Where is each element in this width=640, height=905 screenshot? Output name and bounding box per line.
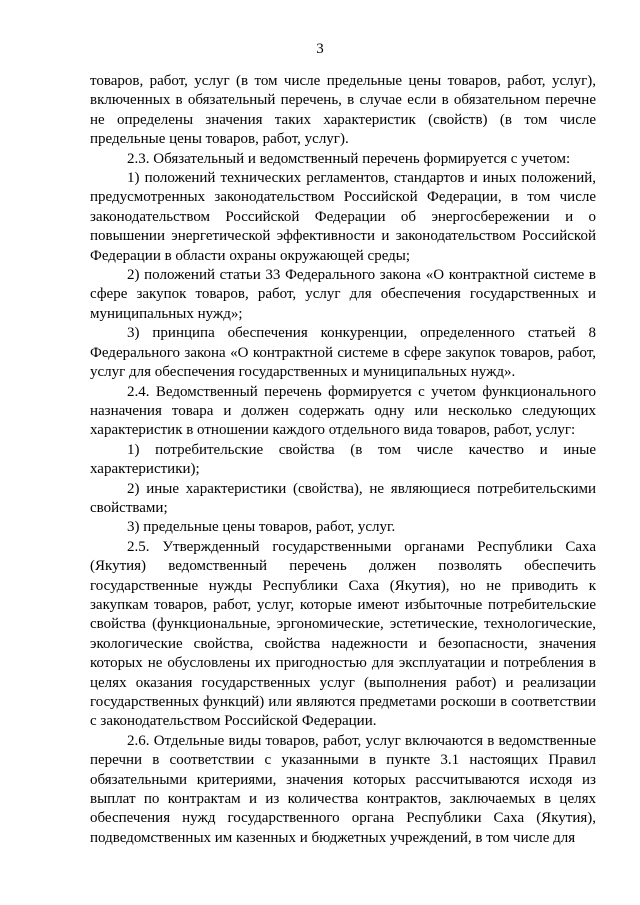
paragraph: товаров, работ, услуг (в том числе предельные цены товаров, работ, услуг), включенных в обязательный перечень, в случае если в обязательном перечне не определены значения таких характеристик (свойств) (в том числе предельные цены товаров, работ, услуг). [90,73,596,148]
paragraph: 2) иные характеристики (свойства), не являющиеся потребительскими свойствами; [90,480,596,516]
page-number: 3 [316,41,324,57]
paragraph: 1) положений технических регламентов, стандартов и иных положений, предусмотренных законодательством Российской Федерации, в том числе законодательством Российской Федерации об энергосбережении и о повышении энергетической эффективности и законодательством Российской Федерации в области охраны окружающей среды; [90,170,596,264]
paragraph: 2.6. Отдельные виды товаров, работ, услуг включаются в ведомственные перечни в соответствии с указанными в пункте 3.1 настоящих Правил обязательными критериями, значения которых рассчитываются исходя из выплат по контрактам и из количества контрактов, заключаемых в целях обеспечения нужд государственного органа Республики Саха (Якутия), подведомственных им казенных и бюджетных учреждений, в том числе для [90,732,596,846]
paragraph: 1) потребительские свойства (в том числе качество и иные характеристики); [90,441,596,478]
paragraph: 3) предельные цены товаров, работ, услуг. [127,519,396,536]
paragraph: 2.3. Обязательный и ведомственный перечень формируется с учетом: [127,150,571,167]
paragraph: 2.4. Ведомственный перечень формируется с учетом функционального назначения товара и должен содержать одну или несколько следующих характеристик в отношении каждого отдельного вида товаров, работ, услуг: [90,383,596,439]
document-body [90,72,596,848]
paragraph: 3) принципа обеспечения конкуренции, определенного статьей 8 Федерального закона «О контрактной системе в сфере закупок товаров, работ, услуг для обеспечения государственных и муниципальных нужд». [90,325,596,381]
paragraph: 2.5. Утвержденный государственными органами Республики Саха (Якутия) ведомственный перечень должен позволять обеспечить государственные нужды Республики Саха (Якутия), но не приводить к закупкам товаров, работ, услуг, которые имеют избыточные потребительские свойства (функциональные, эргономические, эстетические, технологические, экологические свойства, свойства надежности и безопасности, значения которых не обусловлены их пригодностью для эксплуатации и потребления в целях оказания государственных услуг (выполнения работ) и реализации государственных функций) или являются предметами роскоши в соответствии с законодательством Российской Федерации. [90,538,596,730]
paragraph: 2) положений статьи 33 Федерального закона «О контрактной системе в сфере закупок товаров, работ, услуг для обеспечения государственных и муниципальных нужд»; [90,267,596,322]
